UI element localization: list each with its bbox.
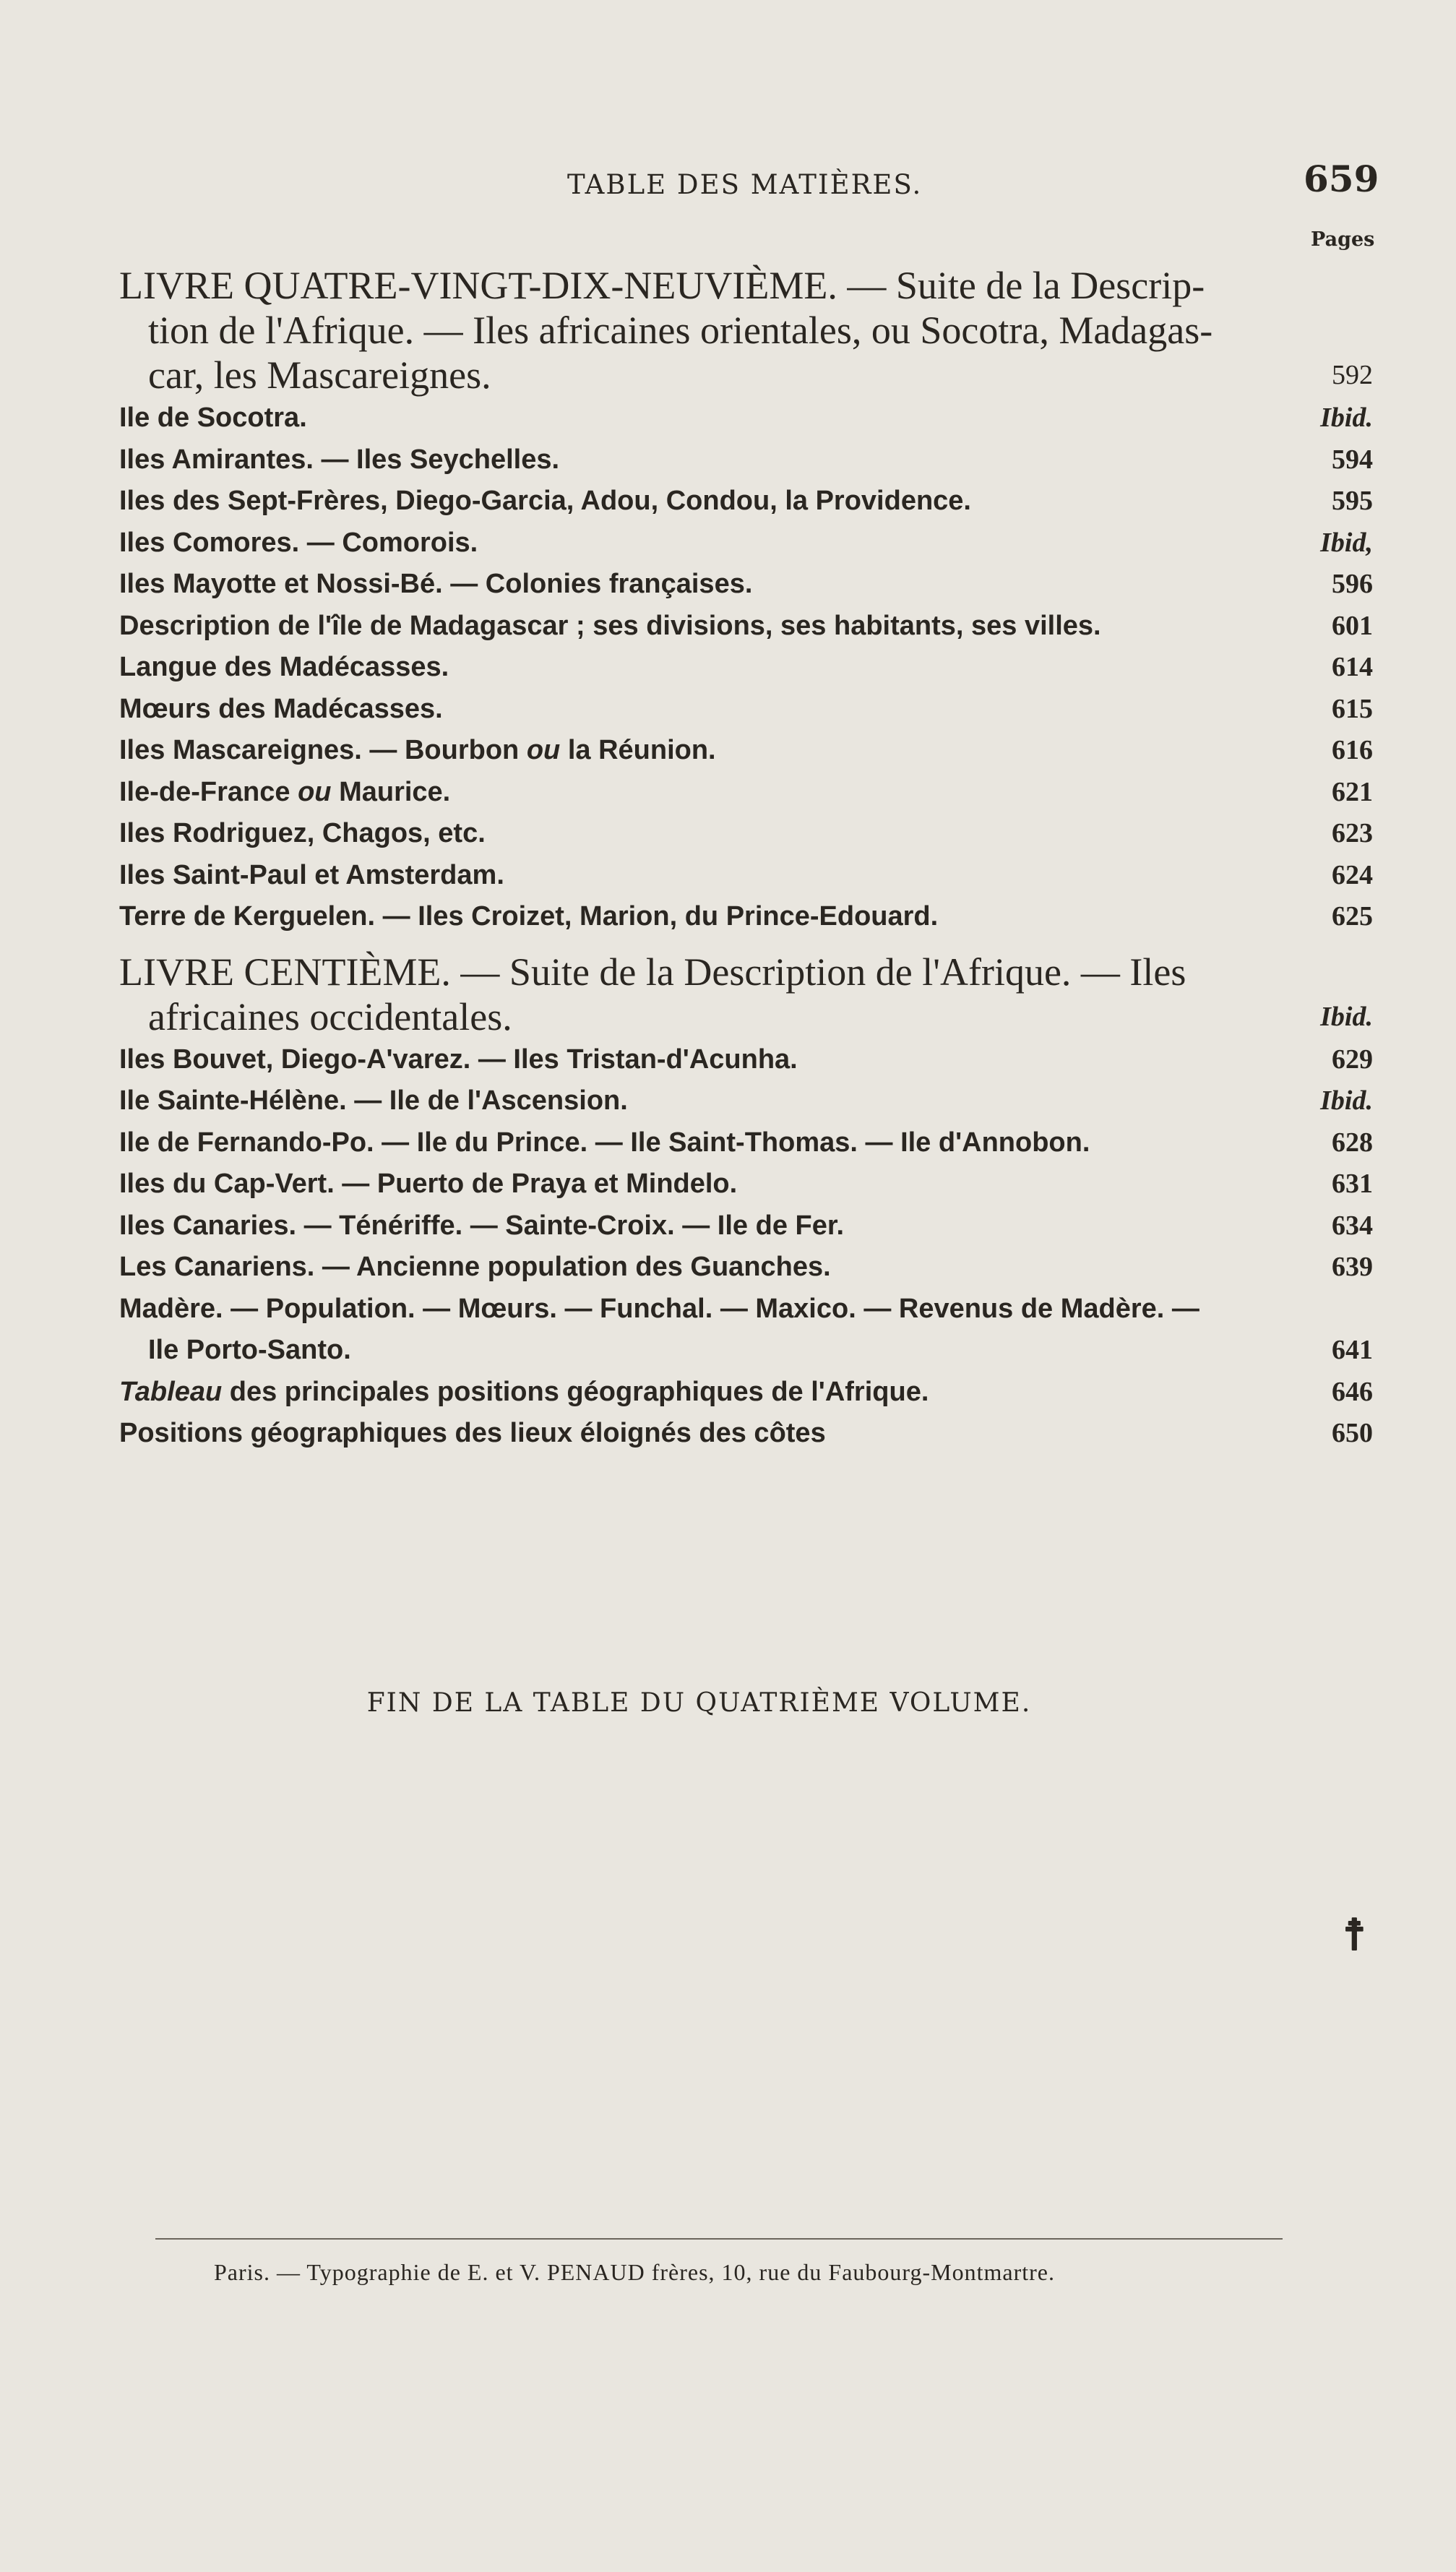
entry-title (119, 1377, 929, 1407)
book-heading-99 (119, 263, 1373, 397)
end-of-table-text: FIN DE LA TABLE DU QUATRIÈME VOLUME. (366, 1688, 1032, 1718)
entry-title: Iles du Cap-Vert. — Puerto de Praya et Mindelo. (119, 1169, 738, 1199)
page-reference: Ibid. (1320, 403, 1373, 433)
table-of-contents (119, 263, 1373, 1455)
page-reference: Ibid. (1320, 1085, 1373, 1116)
toc-entry (119, 896, 1373, 938)
page-reference: 629 (1332, 1044, 1373, 1075)
page-reference: 634 (1332, 1210, 1373, 1241)
entry-text-italic: ou (526, 735, 561, 765)
entry-title (119, 777, 450, 807)
entry-title-line: Madère. — Population. — Mœurs. — Funchal. — Maxico. — Revenus de Madère. — (119, 1293, 1199, 1324)
entry-text-part: la Réunion. (560, 735, 716, 765)
entry-title: Ile de Socotra. (119, 403, 307, 433)
toc-entry (119, 1372, 1373, 1414)
entry-title: Positions géographiques des lieux éloignés des côtes (119, 1418, 826, 1448)
entry-title: Description de l'île de Madagascar ; ses divisions, ses habitants, ses villes. (119, 610, 1101, 641)
toc-entry (119, 689, 1373, 731)
toc-entry (119, 1413, 1373, 1455)
entry-title (119, 735, 716, 765)
entry-title-line: Ile Porto-Santo. (148, 1335, 351, 1365)
toc-entry (119, 647, 1373, 689)
page-reference: 628 (1332, 1127, 1373, 1158)
page-reference: 616 (1332, 735, 1373, 765)
page-reference: Ibid, (1320, 527, 1373, 558)
toc-entry (119, 730, 1373, 772)
entry-title: Ile Sainte-Hélène. — Ile de l'Ascension. (119, 1085, 628, 1116)
entry-title: Iles Saint-Paul et Amsterdam. (119, 859, 504, 890)
entry-title: Iles des Sept-Frères, Diego-Garcia, Adou, Condou, la Providence. (119, 486, 971, 516)
entry-text-part: Maurice. (331, 776, 451, 807)
page-reference: Ibid. (1320, 1001, 1373, 1032)
toc-entry (119, 1039, 1373, 1081)
end-of-table-note (0, 1688, 1456, 1718)
toc-entry (119, 1122, 1373, 1164)
page-reference: 641 (1332, 1335, 1373, 1365)
toc-entry (119, 1205, 1373, 1247)
page-reference: 596 (1332, 569, 1373, 599)
entry-title: Iles Bouvet, Diego-A'varez. — Iles Tristan-d'Acunha. (119, 1044, 798, 1075)
entry-title: Mœurs des Madécasses. (119, 693, 443, 724)
toc-entry (119, 855, 1373, 897)
page-reference: 623 (1332, 818, 1373, 848)
page-reference: 639 (1332, 1252, 1373, 1282)
page-reference: 621 (1332, 776, 1373, 807)
page-reference: 624 (1332, 859, 1373, 890)
entry-title: Iles Amirantes. — Iles Seychelles. (119, 444, 560, 475)
book-heading-line: tion de l'Afrique. — Iles africaines orientales, ou Socotra, Madagas- (148, 309, 1213, 352)
toc-entry (119, 1164, 1373, 1205)
entry-text-italic: Tableau (119, 1376, 223, 1407)
book-heading-line: LIVRE QUATRE-VINGT-DIX-NEUVIÈME. — Suite de la Descrip- (119, 264, 1205, 307)
entry-title: Iles Rodriguez, Chagos, etc. (119, 818, 486, 848)
toc-entry (119, 564, 1373, 606)
book-heading-100 (119, 950, 1373, 1039)
page-reference: 615 (1332, 693, 1373, 724)
entry-text-part: Iles Mascareignes. — Bourbon (119, 735, 527, 765)
entry-text-italic: ou (298, 776, 332, 807)
toc-entry (119, 772, 1373, 814)
toc-entry (119, 1289, 1373, 1372)
toc-entry (119, 439, 1373, 481)
toc-entry (119, 813, 1373, 855)
printer-imprint: Paris. — Typographie de E. et V. PENAUD frères, 10, rue du Faubourg-Montmartre. (214, 2259, 1055, 2285)
page-number: 659 (1304, 158, 1379, 200)
ornament-icon: ☨ (1343, 1910, 1366, 1961)
book-heading-line: africaines occidentales. (148, 994, 512, 1038)
page-reference: 625 (1332, 901, 1373, 932)
page-reference: 614 (1332, 652, 1373, 682)
toc-entry (119, 522, 1373, 564)
entry-text-part: Ile-de-France (119, 776, 298, 807)
page-reference: 601 (1332, 610, 1373, 641)
toc-entry (119, 1247, 1373, 1289)
entry-title: Iles Mayotte et Nossi-Bé. — Colonies françaises. (119, 569, 753, 599)
entry-title: Les Canariens. — Ancienne population des Guanches. (119, 1252, 831, 1282)
toc-entry (119, 606, 1373, 648)
toc-entry (119, 481, 1373, 522)
entry-title: Terre de Kerguelen. — Iles Croizet, Marion, du Prince-Edouard. (119, 901, 939, 932)
toc-entry (119, 1080, 1373, 1122)
book-heading-line: LIVRE CENTIÈME. — Suite de la Description de l'Afrique. — Iles (119, 950, 1186, 994)
pages-column-label: Pages (1311, 228, 1375, 251)
page-reference: 595 (1332, 486, 1373, 516)
footer-divider (155, 2238, 1283, 2240)
entry-title: Iles Comores. — Comorois. (119, 527, 478, 558)
page-reference: 631 (1332, 1169, 1373, 1199)
running-title: TABLE DES MATIÈRES. (567, 169, 923, 200)
book-heading-line: car, les Mascareignes. (148, 353, 491, 397)
entry-text-part: des principales positions géographiques de l'Afrique. (222, 1376, 929, 1407)
page-reference: 592 (1332, 360, 1373, 390)
page-reference: 650 (1332, 1418, 1373, 1448)
toc-entry (119, 397, 1373, 439)
entry-title: Iles Canaries. — Ténériffe. — Sainte-Croix. — Ile de Fer. (119, 1210, 845, 1241)
entry-title: Ile de Fernando-Po. — Ile du Prince. — Ile Saint-Thomas. — Ile d'Annobon. (119, 1127, 1090, 1158)
page-reference: 594 (1332, 444, 1373, 475)
page-reference: 646 (1332, 1376, 1373, 1407)
entry-title: Langue des Madécasses. (119, 652, 449, 682)
